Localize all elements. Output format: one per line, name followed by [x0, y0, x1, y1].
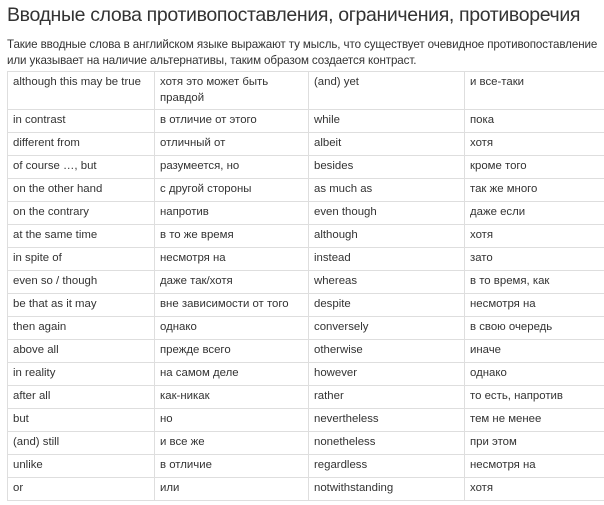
russian-translation-cell: с другой стороны — [155, 179, 309, 202]
russian-translation-cell: на самом деле — [155, 363, 309, 386]
english-phrase-cell: in reality — [8, 363, 155, 386]
english-phrase-cell: different from — [8, 133, 155, 156]
russian-translation-cell: несмотря на — [465, 455, 604, 478]
english-phrase-cell: even though — [309, 202, 465, 225]
table-row — [8, 294, 604, 317]
english-phrase-cell: instead — [309, 248, 465, 271]
table-row — [8, 317, 604, 340]
english-phrase-cell: (and) still — [8, 432, 155, 455]
russian-translation-cell: тем не менее — [465, 409, 604, 432]
russian-translation-cell: как-никак — [155, 386, 309, 409]
table-row — [8, 156, 604, 179]
russian-translation-cell: хотя это может быть правдой — [155, 72, 309, 110]
table-row — [8, 179, 604, 202]
russian-translation-cell: в отличие — [155, 455, 309, 478]
russian-translation-cell: разумеется, но — [155, 156, 309, 179]
table-row — [8, 248, 604, 271]
russian-translation-cell: кроме того — [465, 156, 604, 179]
english-phrase-cell: albeit — [309, 133, 465, 156]
english-phrase-cell: however — [309, 363, 465, 386]
russian-translation-cell: то есть, напротив — [465, 386, 604, 409]
english-phrase-cell: although — [309, 225, 465, 248]
table-row — [8, 110, 604, 133]
russian-translation-cell: при этом — [465, 432, 604, 455]
english-phrase-cell: in contrast — [8, 110, 155, 133]
table-row — [8, 455, 604, 478]
english-phrase-cell: or — [8, 478, 155, 501]
russian-translation-cell: даже так/хотя — [155, 271, 309, 294]
english-phrase-cell: even so / though — [8, 271, 155, 294]
english-phrase-cell: after all — [8, 386, 155, 409]
english-phrase-cell: nonetheless — [309, 432, 465, 455]
english-phrase-cell: but — [8, 409, 155, 432]
english-phrase-cell: regardless — [309, 455, 465, 478]
russian-translation-cell: хотя — [465, 478, 604, 501]
english-phrase-cell: although this may be true — [8, 72, 155, 110]
english-phrase-cell: despite — [309, 294, 465, 317]
russian-translation-cell: в свою очередь — [465, 317, 604, 340]
english-phrase-cell: unlike — [8, 455, 155, 478]
english-phrase-cell: at the same time — [8, 225, 155, 248]
russian-translation-cell: но — [155, 409, 309, 432]
table-row — [8, 386, 604, 409]
english-phrase-cell: on the contrary — [8, 202, 155, 225]
russian-translation-cell: в отличие от этого — [155, 110, 309, 133]
english-phrase-cell: notwithstanding — [309, 478, 465, 501]
russian-translation-cell: напротив — [155, 202, 309, 225]
english-phrase-cell: in spite of — [8, 248, 155, 271]
russian-translation-cell: пока — [465, 110, 604, 133]
russian-translation-cell: зато — [465, 248, 604, 271]
vocabulary-table-body — [8, 72, 604, 501]
russian-translation-cell: в то же время — [155, 225, 309, 248]
english-phrase-cell: rather — [309, 386, 465, 409]
russian-translation-cell: вне зависимости от того — [155, 294, 309, 317]
english-phrase-cell: nevertheless — [309, 409, 465, 432]
russian-translation-cell: хотя — [465, 225, 604, 248]
table-row — [8, 271, 604, 294]
table-row — [8, 409, 604, 432]
russian-translation-cell: так же много — [465, 179, 604, 202]
english-phrase-cell: above all — [8, 340, 155, 363]
table-row — [8, 72, 604, 110]
russian-translation-cell: хотя — [465, 133, 604, 156]
english-phrase-cell: otherwise — [309, 340, 465, 363]
english-phrase-cell: whereas — [309, 271, 465, 294]
table-row — [8, 202, 604, 225]
english-phrase-cell: conversely — [309, 317, 465, 340]
english-phrase-cell: be that as it may — [8, 294, 155, 317]
table-row — [8, 363, 604, 386]
russian-translation-cell: или — [155, 478, 309, 501]
english-phrase-cell: then again — [8, 317, 155, 340]
russian-translation-cell: и все-таки — [465, 72, 604, 110]
english-phrase-cell: of course …, but — [8, 156, 155, 179]
english-phrase-cell: as much as — [309, 179, 465, 202]
russian-translation-cell: несмотря на — [465, 294, 604, 317]
table-row — [8, 432, 604, 455]
russian-translation-cell: несмотря на — [155, 248, 309, 271]
russian-translation-cell: прежде всего — [155, 340, 309, 363]
intro-paragraph: Такие вводные слова в английском языке выражают ту мысль, что существует очевидное противопоставление или указывает на наличие альтернативы, таким образом создается контраст. — [7, 38, 598, 67]
page-title: Вводные слова противопоставления, ограничения, противоречия — [7, 4, 581, 26]
russian-translation-cell: однако — [155, 317, 309, 340]
table-row — [8, 133, 604, 156]
table-row — [8, 478, 604, 501]
russian-translation-cell: и все же — [155, 432, 309, 455]
russian-translation-cell: отличный от — [155, 133, 309, 156]
table-row — [8, 225, 604, 248]
english-phrase-cell: on the other hand — [8, 179, 155, 202]
vocabulary-table — [7, 71, 604, 501]
russian-translation-cell: даже если — [465, 202, 604, 225]
russian-translation-cell: иначе — [465, 340, 604, 363]
english-phrase-cell: while — [309, 110, 465, 133]
english-phrase-cell: besides — [309, 156, 465, 179]
russian-translation-cell: в то время, как — [465, 271, 604, 294]
russian-translation-cell: однако — [465, 363, 604, 386]
table-row — [8, 340, 604, 363]
english-phrase-cell: (and) yet — [309, 72, 465, 110]
